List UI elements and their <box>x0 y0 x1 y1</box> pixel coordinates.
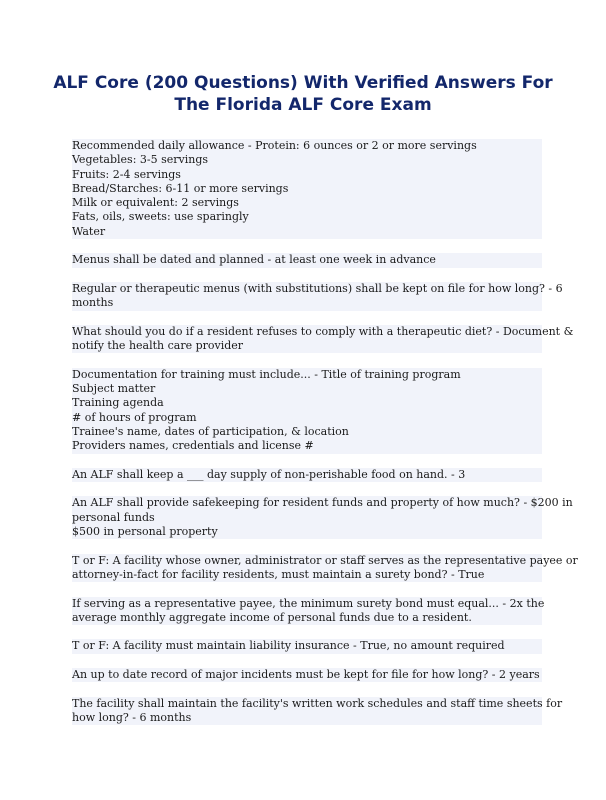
qa-entry <box>72 253 542 267</box>
qa-line: Regular or therapeutic menus (with substitutions) shall be kept on file for how long? - 6 <box>72 281 563 295</box>
qa-line: Training agenda <box>72 396 542 410</box>
qa-entry <box>72 368 542 454</box>
document-body <box>72 139 578 739</box>
qa-entry <box>72 324 574 354</box>
qa-line: An up to date record of major incidents must be kept for file for how long? - 2 years <box>72 668 542 682</box>
qa-entry <box>72 496 573 539</box>
qa-line: Milk or equivalent: 2 servings <box>72 196 542 210</box>
qa-entry <box>72 553 578 583</box>
qa-line: how long? - 6 months <box>72 711 542 725</box>
qa-line: What should you do if a resident refuses to comply with a therapeutic diet? - Document & <box>72 324 574 338</box>
title-line: The Florida ALF Core Exam <box>174 95 432 115</box>
qa-line: T or F: A facility whose owner, administrator or staff serves as the representative payee or <box>72 553 578 567</box>
qa-line: Vegetables: 3-5 servings <box>72 153 542 167</box>
qa-line: Menus shall be dated and planned - at least one week in advance <box>72 253 542 267</box>
qa-entry <box>72 639 542 653</box>
qa-entry <box>72 281 563 311</box>
qa-line: Documentation for training must include... - Title of training program <box>72 368 542 382</box>
qa-line: attorney-in-fact for facility residents, must maintain a surety bond? - True <box>72 568 542 582</box>
qa-line: average monthly aggregate income of personal funds due to a resident. <box>72 611 542 625</box>
qa-line: notify the health care provider <box>72 339 542 353</box>
qa-entry <box>72 668 542 682</box>
qa-line: Recommended daily allowance - Protein: 6 ounces or 2 or more servings <box>72 139 542 153</box>
qa-line: # of hours of program <box>72 411 542 425</box>
qa-line: An ALF shall keep a ___ day supply of non-perishable food on hand. - 3 <box>72 468 542 482</box>
qa-line: An ALF shall provide safekeeping for resident funds and property of how much? - $200 in <box>72 496 573 510</box>
qa-entry <box>72 696 563 726</box>
qa-entry <box>72 468 542 482</box>
qa-line: Water <box>72 225 542 239</box>
qa-entry <box>72 139 542 239</box>
qa-line: Trainee's name, dates of participation, & location <box>72 425 542 439</box>
qa-line: Fruits: 2-4 servings <box>72 168 542 182</box>
qa-line: Subject matter <box>72 382 542 396</box>
qa-entry <box>72 596 545 626</box>
qa-line: Fats, oils, sweets: use sparingly <box>72 210 542 224</box>
qa-line: Bread/Starches: 6-11 or more servings <box>72 182 542 196</box>
qa-line: If serving as a representative payee, the minimum surety bond must equal... - 2x the <box>72 596 545 610</box>
document-title <box>40 72 566 116</box>
qa-line: The facility shall maintain the facility's written work schedules and staff time sheets for <box>72 696 563 710</box>
qa-line: personal funds <box>72 511 542 525</box>
qa-line: months <box>72 296 542 310</box>
title-line: ALF Core (200 Questions) With Verified Answers For <box>53 73 553 93</box>
qa-line: Providers names, credentials and license # <box>72 439 542 453</box>
qa-line: T or F: A facility must maintain liability insurance - True, no amount required <box>72 639 542 653</box>
qa-line: $500 in personal property <box>72 525 542 539</box>
